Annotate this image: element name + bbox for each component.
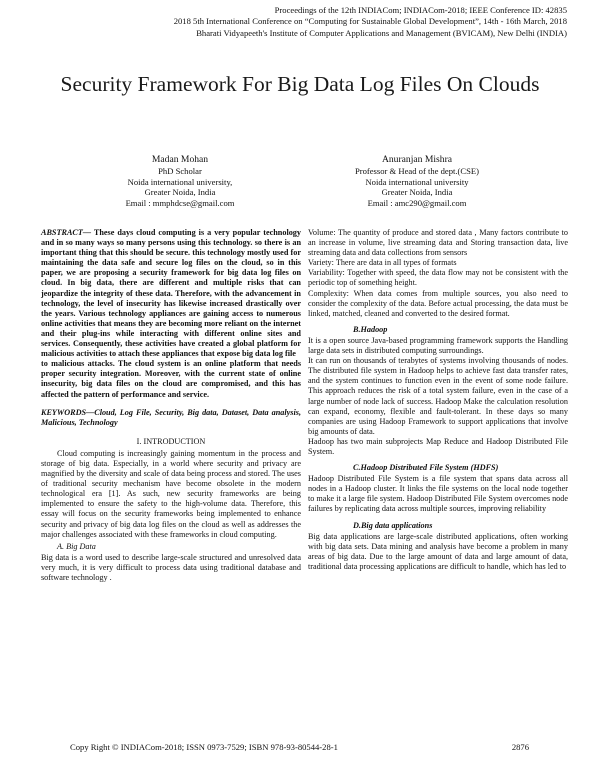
proceedings-header [107,5,567,39]
applications-paragraph: Big data applications are large-scale distributed applications, often working with big data sets. Data mining and analysis have become a problem in many areas of big data. Due to the large amount of data and large amount of data, traditional data processing applications are difficult to handle, which has led to [308,531,568,571]
big-data-paragraph: Big data is a word used to describe large-scale structured and unresolved data very much, it is very difficult to process data using traditional database and software technology . [41,552,301,582]
author-email: Email : amc290@gmail.com [367,197,467,208]
author-block-2 [317,154,517,208]
author-role: PhD Scholar [158,166,202,176]
author-name: Madan Mohan [151,154,209,165]
author-block-1 [80,154,280,208]
abstract-label: ABSTRACT— [41,228,92,237]
volume-paragraph: Volume: The quantity of produce and stored data , Many factors contribute to an increase in volume, live streaming data and Storing transaction data, live streaming data and data collections from sensors [308,228,568,258]
header-line-3: Bharati Vidyapeeth's Institute of Computer Applications and Management (BVICAM), New Delhi (INDIA) [196,27,567,38]
footer-copyright: Copy Right © INDIACom-2018; ISSN 0973-7529; ISBN 978-93-80544-28-1 [70,742,338,752]
hadoop-paragraph-2: It can run on thousands of terabytes of systems involving thousands of nodes. The distributed file system in Hadoop helps to achieve fast data transfer rates, and the system continues to function even in the event of some node failure. This approach reduces the risk of a total system failure, even in the case of a large number of node lack of success. Hadoop Make the calculation resolution can expand, economy, flexible and fault-tolerant. In these days so many companies are using Hadoop Framework to support applications that involve big amounts of data. [308,356,568,436]
variability-paragraph: Variability: Together with speed, the data flow may not be consistent with the periodic top of something height. [308,268,568,288]
abstract [41,228,301,359]
complexity-paragraph: Complexity: When data comes from multiple sources, you also need to consider the complexity of the data. Before actual processing, the data must be linked, matched, cleaned and converted to the desired format. [308,288,568,318]
right-column [308,228,568,572]
introduction-paragraph: Cloud computing is increasingly gaining momentum in the process and storage of big data. Especially, in a world where security and privacy are magnified by the diversity and scale of data being process and stored. The uses of traditional security mechanism have become obsolete in the modern technological era [1]. As such, new security frameworks are being implemented to ensure the safety to the high-volume data. Therefore, this essay will focus on the security frameworks being implemented to enhance security and privacy of big data log files on the cloud as well as addresses the major challenges associated with these frameworks in cloud computing. [41,448,301,539]
author-location: Greater Noida, India [144,187,216,198]
header-line-2: 2018 5th International Conference on “Computing for Sustainable Global Development”, 14th - 16th March, 2018 [173,16,567,27]
abstract-text: These days cloud computing is a very popular technology and in so many ways so many persons using this technology. so there is an important thing that this should be secure. this technology mostly used for maintaining the data safe and secure log files on the cloud, so in this paper, we are proposing a security framework for big data log files on cloud. In big data, there are different and multiple risks that can jeopardize the integrity of these data. Therefore, with the advancement in technology, the level of insecurity has likewise increased drastically over the years. Various technology appliances are gaining access to numerous online activities that means they are becoming more reliant on the internet and their plug-ins while interacting with different online sites and services. Consequently, these activities have created a global platform for malicious activities to attach these appliances that expose big data log file [41,228,301,359]
author-name: Anuranjan Mishra [381,154,453,165]
section-heading-introduction: I. INTRODUCTION [136,436,206,446]
left-column [41,228,301,583]
page-number: 2876 [511,742,529,752]
hadoop-paragraph-1: It is a open source Java-based programming framework supports the Handling large data sets in distributed computing surroundings. [308,335,568,356]
subsection-heading-hadoop: B.Hadoop [353,324,388,334]
author-location: Greater Noida, India [381,187,453,198]
abstract-continued: to malicious attacks. The cloud system is an online platform that needs proper security integration. Moreover, with the current state of online insecurity, big data files on the cloud are compromised, and this has affected the pattern of performance and service. [41,359,301,399]
author-email: Email : mmphdcse@gmail.com [125,197,235,208]
author-affiliation: Noida international university, [127,176,233,187]
author-affiliation: Noida international university [365,176,469,187]
keywords: KEYWORDS—Cloud, Log File, Security, Big data, Dataset, Data analysis, Malicious, Technology [41,407,301,427]
subsection-heading-big-data: A. Big Data [57,541,96,551]
header-line-1: Proceedings of the 12th INDIACom; INDIACom-2018; IEEE Conference ID: 42835 [274,5,567,15]
hdfs-paragraph: Hadoop Distributed File System is a file system that spans data across all nodes in a Hadoop cluster. It links the file systems on the local node together to make it a large file system. Hadoop Distributed File System overcomes node failures by replicating data across multiple sources, improving reliability [308,474,568,514]
variety-paragraph: Variety: There are data in all types of formats [308,258,457,268]
paper-title: Security Framework For Big Data Log Files On Clouds [60,72,540,96]
subsection-heading-applications: D.Big data applications [353,520,433,530]
author-role: Professor & Head of the dept.(CSE) [354,166,480,176]
subsection-heading-hdfs: C.Hadoop Distributed File System (HDFS) [353,463,499,473]
hadoop-paragraph-3: Hadoop has two main subprojects Map Reduce and Hadoop Distributed File System. [308,436,568,456]
